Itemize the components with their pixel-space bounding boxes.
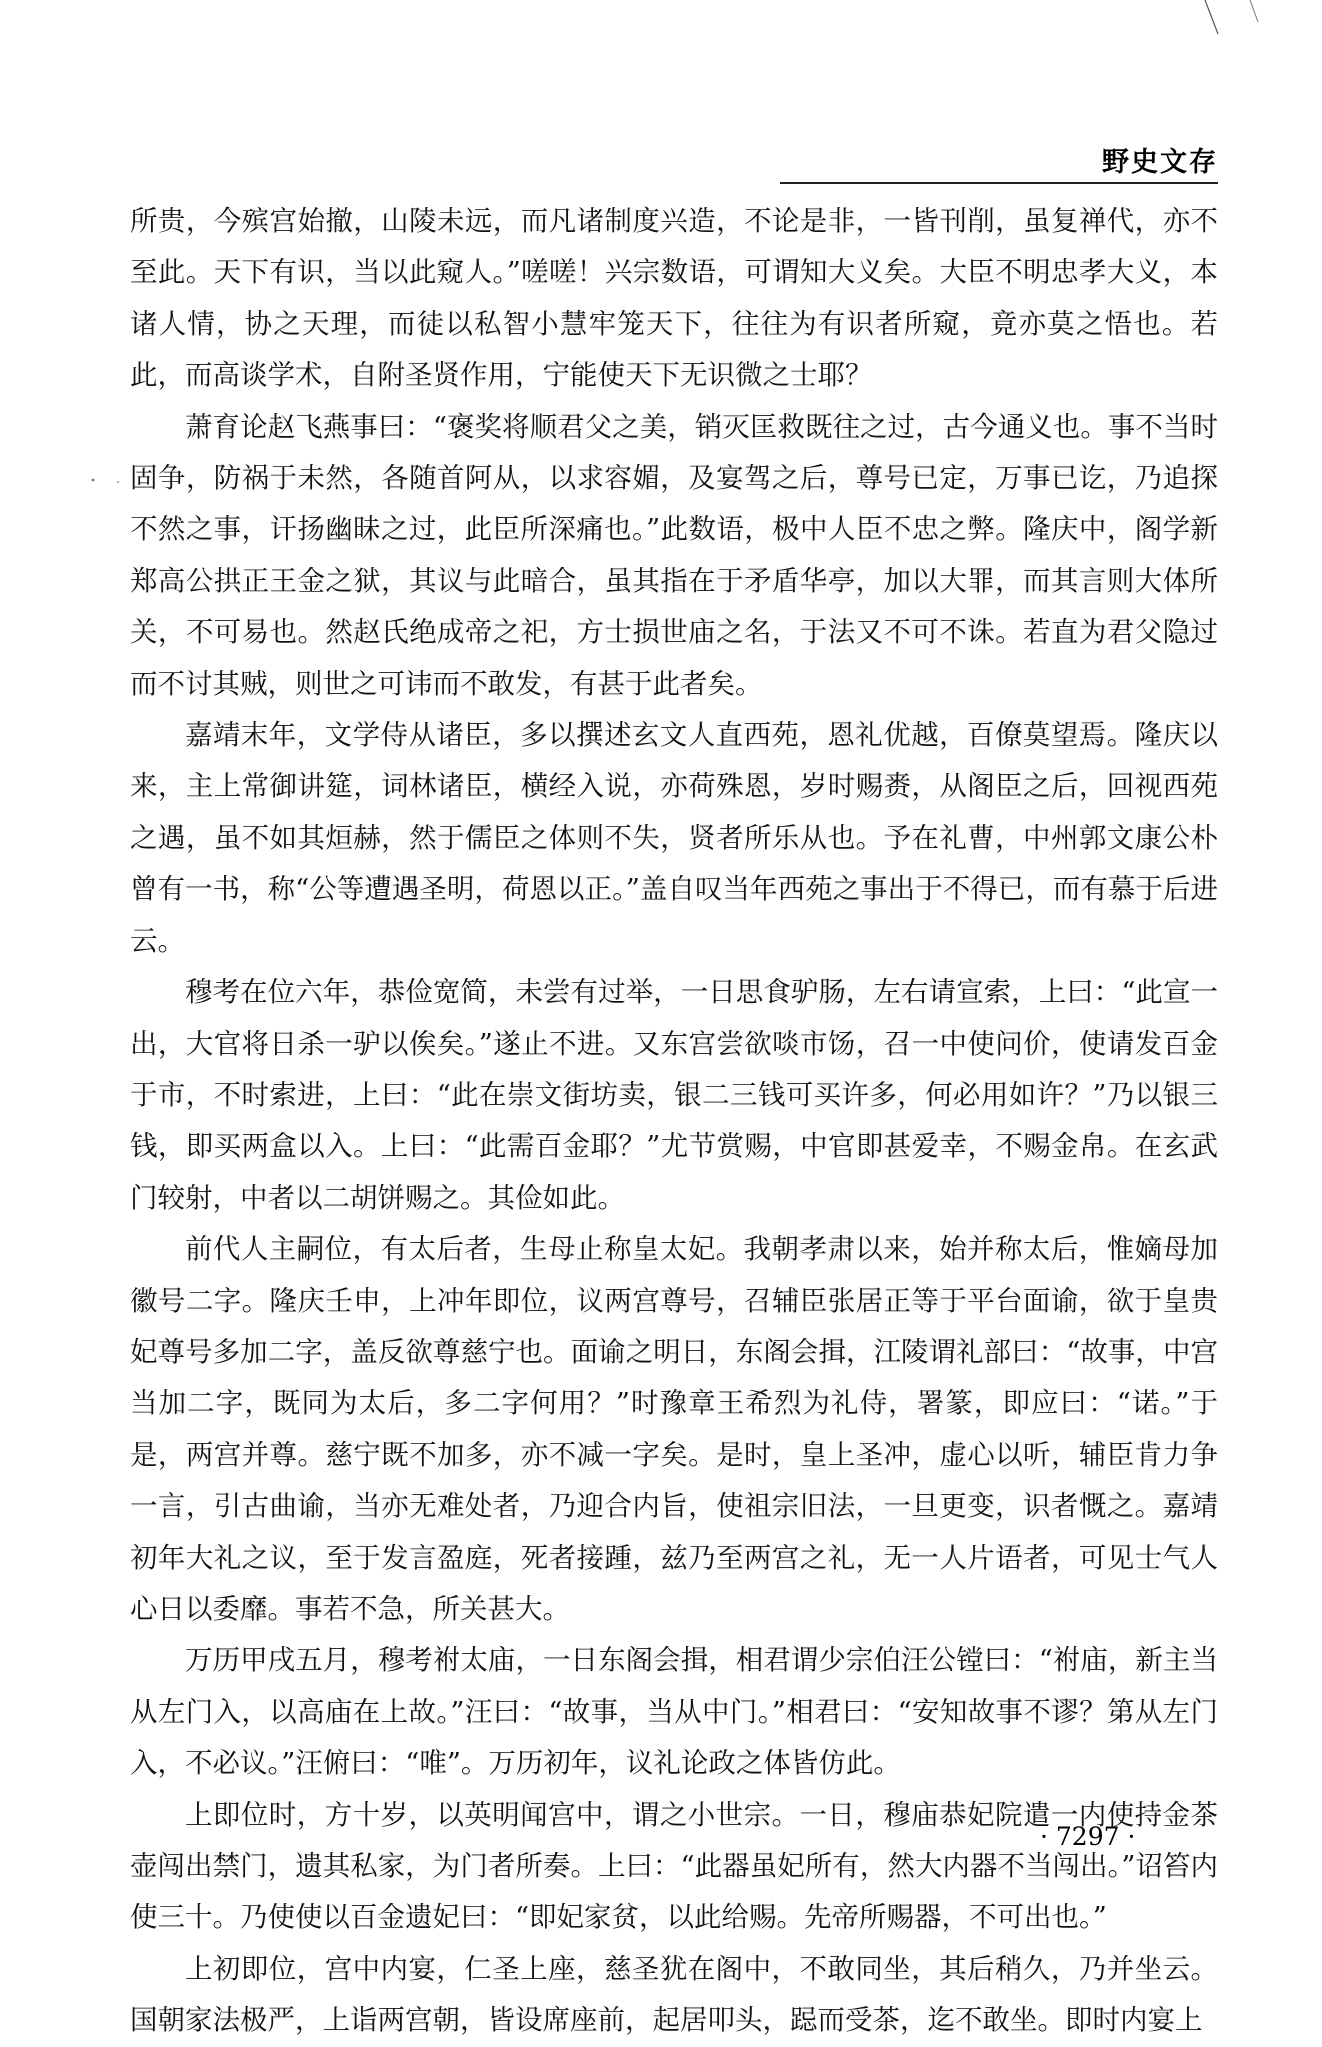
paragraph: 上即位时，方十岁，以英明闻宫中，谓之小世宗。一日，穆庙恭妃院遣一内使持金茶壶闯出禁门，遗其私家，为门者所奏。上曰：“此器虽妃所有，然大内器不当闯出。”诏笞内使三十。乃使使以百金遗妃曰：“即妃家贫，以此给赐。先帝所赐器，不可出也。” — [130, 1798, 1218, 1934]
paragraph: 前代人主嗣位，有太后者，生母止称皇太妃。我朝孝肃以来，始并称太后，惟嫡母加徽号二字。隆庆壬申，上冲年即位，议两宫尊号，召辅臣张居正等于平台面谕，欲于皇贵妃尊号多加二字，盖反欲尊慈宁也。面谕之明日，东阁会揖，江陵谓礼部曰：“故事，中宫当加二字，既同为太后，多二字何用？”时豫章王希烈为礼侍，署篆，即应曰：“诺。”于是，两宫并尊。慈宁既不加多，亦不减一字矣。是时，皇上圣冲，虚心以听，辅臣肯力争一言，引古曲谕，当亦无难处者，乃迎合内旨，使祖宗旧法，一旦更变，识者慨之。嘉靖初年大礼之议，至于发言盈庭，死者接踵，兹乃至两宫之礼，无一人片语者，可见士气人心日以委靡。事若不急，所关甚大。 — [130, 1233, 1218, 1625]
paragraph: 上初即位，宫中内宴，仁圣上座，慈圣犹在阁中，不敢同坐，其后稍久，乃并坐云。国朝家法极严，上诣两宫朝，皆设席座前，起居叩头，跽而受茶，迄不敢坐。即时内宴上 — [130, 1952, 1218, 2037]
scan-mark — [1250, 0, 1258, 22]
paragraph: 万历甲戌五月，穆考祔太庙，一日东阁会揖，相君谓少宗伯汪公镗曰：“祔庙，新主当从左门入，以高庙在上故。”汪曰：“故事，当从中门。”相君曰：“安知故事不谬？第从左门入，不必议。”汪俯曰：“唯”。万历初年，议礼论政之体皆仿此。 — [130, 1644, 1218, 1780]
scan-dot — [92, 479, 95, 482]
body-text — [130, 196, 1218, 2047]
page-number: · 7297 · — [1040, 1822, 1136, 1851]
paragraph: 萧育论赵飞燕事曰：“褒奖将顺君父之美，销灭匡救既往之过，古今通义也。事不当时固争，防祸于未然，各随首阿从，以求容媚，及宴驾之后，尊号已定，万事已讫，乃追探不然之事，讦扬幽昧之过，此臣所深痛也。”此数语，极中人臣不忠之弊。隆庆中，阁学新郑高公拱正王金之狱，其议与此暗合，虽其指在于矛盾华亭，加以大罪，而其言则大体所关，不可易也。然赵氏绝成帝之祀，方士损世庙之名，于法又不可不诛。若直为君父隐过而不讨其贼，则世之可讳而不敢发，有甚于此者矣。 — [130, 410, 1218, 700]
header-rule — [780, 182, 1218, 184]
scan-dot — [117, 481, 119, 483]
paragraph: 嘉靖末年，文学侍从诸臣，多以撰述玄文人直西苑，恩礼优越，百僚莫望焉。隆庆以来，主上常御讲筵，词林诸臣，横经入说，亦荷殊恩，岁时赐赉，从阁臣之后，回视西苑之遇，虽不如其烜赫，然于儒臣之体则不失，贤者所乐从也。予在礼曹，中州郭文康公朴曾有一书，称“公等遭遇圣明，荷恩以正。”盖自叹当年西苑之事出于不得已，而有慕于后进云。 — [130, 719, 1218, 957]
running-head: 野史文存 — [1102, 147, 1218, 178]
scan-mark — [1205, 0, 1218, 34]
paragraph: 所贵，今殡宫始撤，山陵未远，而凡诸制度兴造，不论是非，一皆刊削，虽复禅代，亦不至此。天下有识，当以此窥人。”嗟嗟！兴宗数语，可谓知大义矣。大臣不明忠孝大义，本诸人情，协之天理，而徒以私智小慧牢笼天下，往往为有识者所窥，竟亦莫之悟也。若此，而高谈学术，自附圣贤作用，宁能使天下无识微之士耶？ — [130, 205, 1218, 392]
paragraph: 穆考在位六年，恭俭宽简，未尝有过举，一日思食驴肠，左右请宣索，上曰：“此宣一出，大官将日杀一驴以俟矣。”遂止不进。又东宫尝欲啖市饧，召一中使问价，使请发百金于市，不时索进，上曰：“此在崇文街坊卖，银二三钱可买许多，何必用如许？”乃以银三钱，即买两盒以入。上曰：“此需百金耶？”尤节赏赐，中官即甚爱幸，不赐金帛。在玄武门较射，中者以二胡饼赐之。其俭如此。 — [130, 976, 1218, 1214]
